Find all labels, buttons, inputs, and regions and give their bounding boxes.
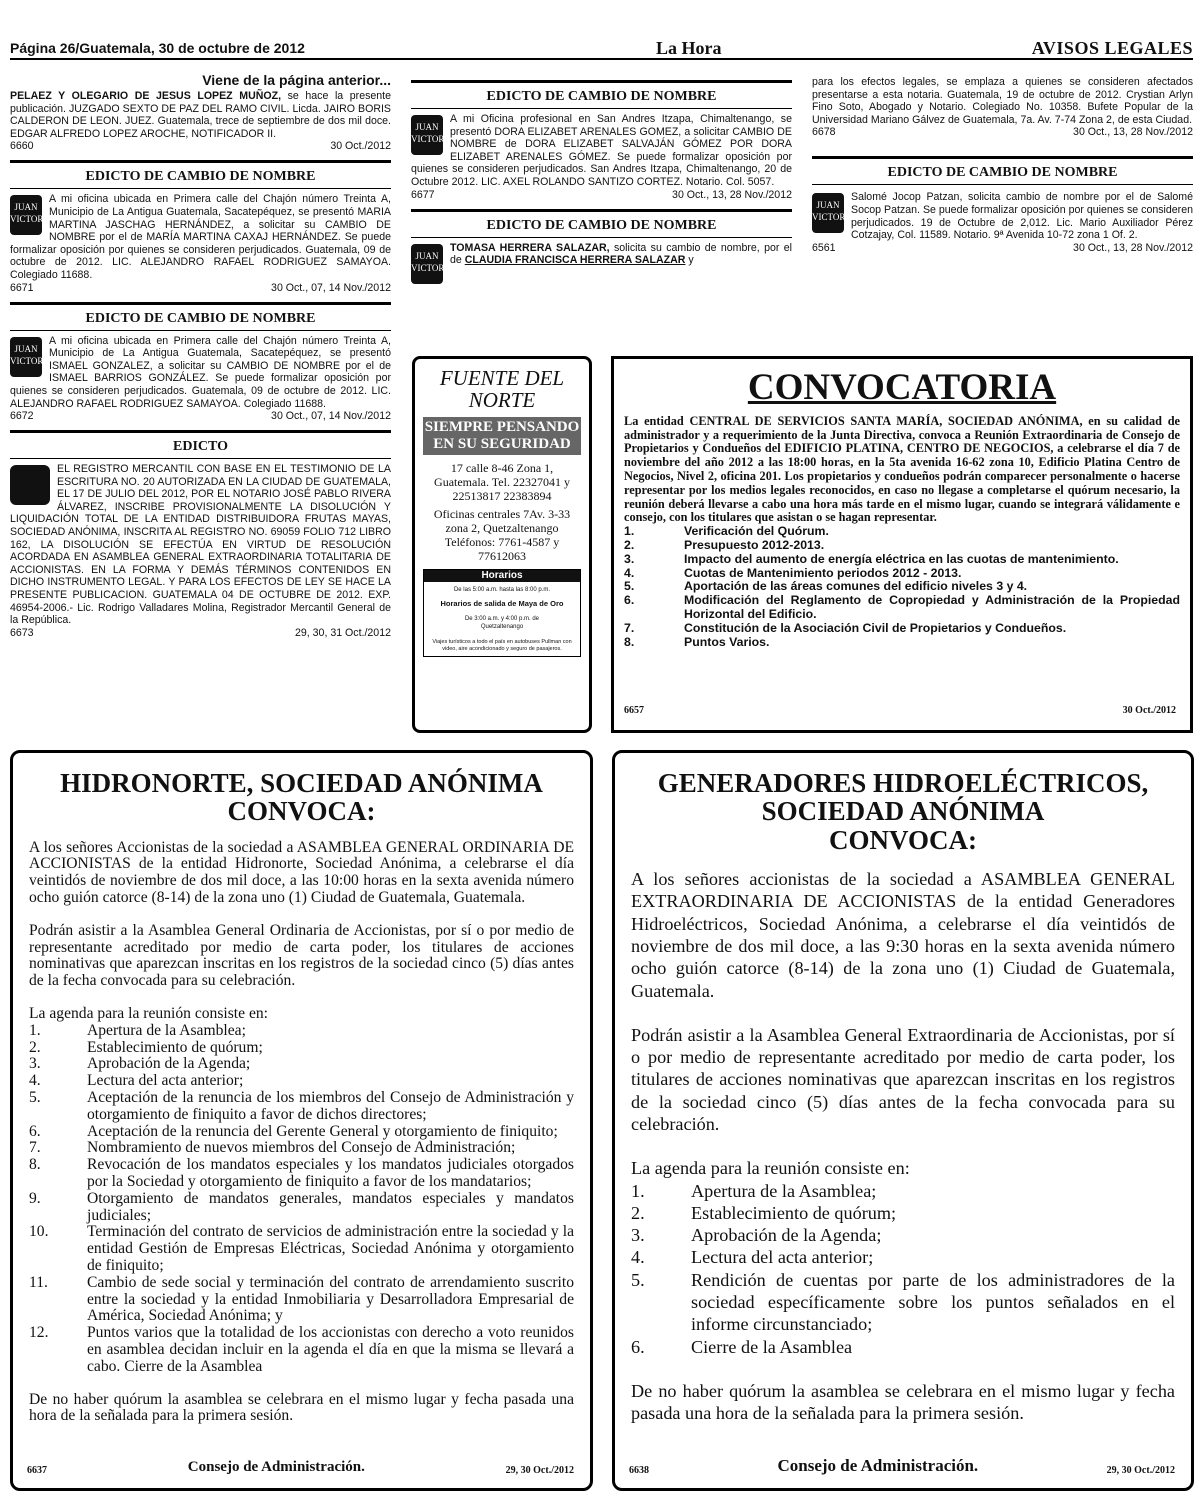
column-1 [10,72,391,639]
ad-schedule: Horarios De las 5:00 a.m. hasta las 8:00 p.m. Horarios de salida de Maya de Oro De 3:00 a.m. y 4:00 p.m. de Quetzaltenango Viajes turísticos a todo el país en autobuses Pullman con video, aire acondicionado y seguro de pasajeros. [423,569,581,657]
agenda-item [624,580,1180,594]
agenda-item-text: Puntos Varios. [684,634,770,649]
agenda-item [29,1056,574,1073]
agenda-item-number: 6. [631,1336,645,1357]
continuation-title: Viene de la página anterior... [202,72,391,88]
agenda-item-text: Apertura de la Asamblea; [87,1021,246,1039]
agenda-item-text: Aportación de las áreas comunes del edificio niveles 3 y 4. [684,579,1028,594]
agenda-item [631,1224,1175,1246]
generadores-notice [612,750,1194,1491]
generadores-p4: De no haber quórum la asamblea se celebrara en el mismo lugar y fecha pasada una hora de la señalada para la primera sesión. [631,1380,1175,1424]
generadores-p2: Podrán asistir a la Asamblea General Extraordinaria de Accionistas, por sí o por medio de representante acreditado por medio de carta poder, los titulares de acciones nominativas que aparezcan inscritas en los registros de la sociedad cinco (5) días antes de la fecha convocada para su celebración. [631,1024,1175,1134]
bus-company-ad [412,356,592,733]
agenda-item-number: 1. [631,1180,645,1201]
hidronorte-p3: La agenda para la reunión consiste en: [29,1005,269,1023]
agenda-item-number: 8. [624,634,635,649]
edict-title: EDICTO DE CAMBIO DE NOMBRE [411,80,792,109]
agenda-item-text: Otorgamiento de mandatos generales, mandatos especiales y mandatos judiciales; [87,1189,574,1224]
agenda-item-number: 4. [624,565,635,580]
continuation-text: PELAEZ Y OLEGARIO DE JESUS LOPEZ MUÑOZ, se hace la presente publicación. JUZGADO SEXTO DE PAZ DEL RAMO CIVIL. Licda. JAIRO BORIS CALDERON DE LEON. JUEZ. Guatemala, trece de septiembre de dos mil doce. EDGAR ALFREDO LOPEZ AROCHE, NOTIFICADOR II. [10,90,392,140]
edict-title: EDICTO DE CAMBIO DE NOMBRE [10,302,391,331]
notary-logo-icon: JUAN VICTOR [411,244,443,284]
ad-address: 17 calle 8-46 Zona 1, Guatemala. Tel. 22327041 y 22513817 22383894 [434,461,570,503]
agenda-item [29,1325,574,1375]
agenda-item [624,594,1180,622]
agenda-item-number: 3. [624,551,635,566]
notice-meta: 6561 30 Oct., 13, 28 Nov./2012 [812,241,1193,254]
agenda-item-text: Nombramiento de nuevos miembros del Consejo de Administración; [87,1139,516,1157]
agenda-item [624,567,1180,581]
agenda-item-number: 8. [29,1156,41,1174]
ad-offices: Oficinas centrales 7Av. 3-33 zona 2, Quetzaltenango Teléfonos: 7761-4587 y 77612063 [433,507,571,563]
edict-text: EL REGISTRO MERCANTIL CON BASE EN EL TESTIMONIO DE LA ESCRITURA NO. 20 AUTORIZADA EN LA CIUDAD DE GUATEMALA, EL 17 DE JULIO DEL 2012, POR EL NOTARIO JOSÉ PABLO RIVERA ÁLVAREZ, INSCRIBE PROVISIONALMENTE LA DISOLUCIÓN Y LIQUIDACIÓN TOTAL DE LA ENTIDAD DISTRIBUIDORA FRUTAS MAYAS, SOCIEDAD ANÓNIMA, INSCRITA AL REGISTRO NO. 69059 FOLIO 712 LIBRO 162, LA DISOLUCIÓN SE EFECTÚA EN VIRTUD DE RESOLUCIÓN ACORDADA EN ASAMBLEA GENERAL EXTRAORDINARIA TOTALITARIA DE ACCIONISTAS. EN LA FORMA Y DEMÁS TÉRMINOS CONTENIDOS EN DICHO INSTRUMENTO LEGAL. Y PARA LOS EFECTOS DE LEY SE HACE LA PRESENTE PUBLICACION. GUATEMALA 04 DE OCTUBRE DE 2012. EXP. 46954-2006.- Lic. Rodrigo Valladares Molina, Registrador Mercantil General de la República. [10,463,391,627]
hidronorte-p4: De no haber quórum la asamblea se celebrara en el mismo lugar y fecha pasada una hora de la señalada para la primera sesión. [29,1390,574,1425]
agenda-item-number: 4. [631,1247,645,1268]
hidronorte-p1: A los señores Accionistas de la sociedad a ASAMBLEA GENERAL ORDINARIA DE ACCIONISTAS de la entidad Hidronorte, Sociedad Anónima, a celebrarse el día veintidós de noviembre de dos mil doce, a las 10:00 horas en la sexta avenida número ocho guión catorce (8-14) de la zona uno (1) Ciudad de Guatemala, Guatemala. [29,838,574,907]
agenda-item [29,1191,574,1225]
notice-meta: 6678 30 Oct., 13, 28 Nov./2012 [812,126,1193,139]
edict-title: EDICTO DE CAMBIO DE NOMBRE [411,209,792,238]
agenda-item [631,1180,1175,1202]
agenda-item-text: Aceptación de la renuncia del Gerente General y otorgamiento de finiquito; [87,1122,558,1140]
agenda-item-text: Puntos varios que la totalidad de los accionistas con derecho a voto reunidos en asamblea decidan incluir en la agenda el día en que la misma se llevará a cabo. Cierre de la Asamblea [87,1324,574,1375]
agenda-item [631,1202,1175,1224]
agenda-item-number: 11. [29,1273,48,1291]
hidronorte-p2: Podrán asistir a la Asamblea General Ordinaria de Accionistas, por sí o por medio de representante acreditado por medio de carta poder, los titulares de acciones nominativas que aparezcan inscritas en los registros de la sociedad cinco (5) días antes de la fecha convocada para su celebración. [29,921,574,990]
agenda-item-text: Cambio de sede social y terminación del contrato de arrendamiento suscrito entre la sociedad y la entidad Inmobiliaria y Desarrolladora Empresarial de América, Sociedad Anónima; y [87,1273,574,1325]
notice-meta: 6672 30 Oct., 07, 14 Nov./2012 [10,410,391,423]
agenda-item-number: 2. [631,1202,645,1223]
agenda-item-number: 1. [624,524,635,539]
agenda-item-text: Rendición de cuentas por parte de los administradores de la sociedad específicamente sobre los puntos señalados en el informe circunstanciado; [691,1269,1175,1335]
agenda-item-text: Presupuesto 2012-2013. [684,538,825,553]
agenda-item-text: Lectura del acta anterior; [691,1247,874,1268]
agenda-item-number: 3. [631,1225,645,1246]
agenda-item-number: 6. [29,1122,41,1140]
agenda-item-number: 5. [631,1269,645,1290]
agenda-item-number: 10. [29,1223,49,1241]
agenda-item-text: Modificación del Reglamento de Copropiedad y Administración de la Propiedad Horizontal del Edificio. [684,593,1180,621]
edict-text: JUAN VICTOR A mi oficina ubicada en Primera calle del Chajón número Treinta A, Municipio de La Antigua Guatemala, Sacatepéquez, se presentó MARIA MARTINA JASCHAG HERNÁNDEZ, a solicitar su CAMBIO DE NOMBRE por el de MARÍA MARTINA CAXAJ HERNÁNDEZ. Se puede formalizar oposición por quienes se consideren perjudicados. Guatemala, 09 de octubre de 2012. LIC. ALEJANDRO RAFAEL RODRIGUEZ SAMAYOA. Colegiado 11688. [10,193,391,281]
agenda-item-number: 5. [624,579,635,594]
notary-logo-icon: JUAN VICTOR [411,115,443,155]
generadores-footer: 6638 Consejo de Administración. 29, 30 Oct./2012 [629,1456,1175,1476]
hidronorte-notice [10,750,593,1491]
agenda-item-text: Verificación del Quórum. [684,524,829,539]
agenda-item-number: 12. [29,1324,49,1342]
column-2 [411,80,792,286]
agenda-item-number: 4. [29,1072,41,1090]
agenda-item-text: Revocación de los mandatos especiales y los mandatos judiciales otorgados por la Sociedad y otorgamiento de finiquito a favor de los mandatarios; [87,1156,574,1191]
generadores-p3: La agenda para la reunión consiste en: [631,1158,910,1179]
generadores-title: GENERADORES HIDROELÉCTRICOS, SOCIEDAD ANÓNIMA CONVOCA: [657,768,1149,855]
section-title: AVISOS LEGALES [1031,38,1193,58]
convocatoria-text: La entidad CENTRAL DE SERVICIOS SANTA MARÍA, SOCIEDAD ANÓNIMA, en su calidad de administrador y a requerimiento de la Junta Directiva, convoca a Reunión Extraordinaria de Consejo de Propietarios y Condueños del EDIFICIO PLATINA, CENTRO DE NEGOCIOS, a celebrarse el día 7 de noviembre del año 2012 a las 18:00 horas, en la 5ta avenida 16-62 zona 10, Edificio Platina Centro de Negocios, Nivel 2, oficina 201. Los propietarios y condueños podrán comparecer personalmente o hacerse representar por los medios legales reconocidos, en caso no llegase a completarse el quórum necesario, la reunión deberá llevarse a cabo una hora más tarde en el mismo lugar, cuando se integrará válidamente e consejo, con los titulares que asistan o se hagan representar. [624,413,1180,525]
continuation-text: para los efectos legales, se emplaza a quienes se consideren afectados presentarse a esta notaria. Guatemala, 19 de octubre de 2012. Crystian Arlyn Fino Soto, Abogado y Notario. Colegiado No. 10358. Bufete Popular de la Universidad Mariano Gálvez de Guatemala, 7a. Av. 7-74 Zona 2, de esta Ciudad. [812,76,1193,126]
edict-title: EDICTO [10,430,391,459]
agenda-item-text: Cuotas de Mantenimiento periodos 2012 - 2013. [684,565,962,580]
notice-meta: 6671 30 Oct., 07, 14 Nov./2012 [10,281,391,294]
convocatoria-title: CONVOCATORIA [747,367,1057,408]
agenda-item [624,525,1180,539]
notice-meta: 6660 30 Oct./2012 [10,140,391,153]
agenda-item-number: 6. [624,593,635,608]
notice-meta: 6657 30 Oct./2012 [624,705,1176,716]
generadores-p1: A los señores accionistas de la sociedad a ASAMBLEA GENERAL EXTRAORDINARIA DE ACCIONISTAS de la entidad Generadores Hidroeléctricos, Sociedad Anónima, a celebrarse el día veintidós de noviembre de dos mil doce, a las 9:30 horas en la sexta avenida número ocho guión catorce (8-14) de la zona uno (1) Ciudad de Guatemala, Guatemala. [631,869,1175,1001]
convocatoria-notice [611,356,1193,733]
agenda-item-text: Aprobación de la Agenda; [87,1055,251,1073]
column-3 [812,76,1193,254]
agenda-item-text: Aceptación de la renuncia de los miembros del Consejo de Administración y otorgamiento de finiquito a favor de dichos directores; [87,1089,574,1123]
agenda-item [631,1269,1175,1336]
edict-title: EDICTO DE CAMBIO DE NOMBRE [812,156,1193,185]
notice-meta: 6677 30 Oct., 13, 28 Nov./2012 [411,188,792,201]
ad-title: FUENTE DEL NORTE [439,366,565,412]
agenda-item-number: 3. [29,1055,41,1073]
agenda-item-number: 5. [29,1089,41,1107]
registry-seal-icon [10,465,50,505]
edict-text: JUAN VICTOR Salomé Jocop Patzan, solicita cambio de nombre por el de Salomé Socop Patzan. Se puede formalizar oposición por quienes se consideren perjudicados. 19 de Octubre de 2,012. Lic. Mario Auxiliador Pérez Cotzajay, Col. 11589. Notario. 9ª Avenida 10-72 zona 1 Of. 2. [812,191,1193,242]
agenda-item [624,636,1180,650]
edict-text: JUAN VICTOR A mi Oficina profesional en San Andres Itzapa, Chimaltenango, se presentó DORA ELIZABET ARENALES GOMEZ, a solicitar CAMBIO DE NOMBRE de DORA ELIZABET SALVAJÁN GÓMEZ POR DORA ELIZABET ARENALES GÓMEZ. Se puede formalizar oposición por quienes se consideren perjudicados. San Andres Itzapa, Chimaltenango, 20 de Octubre 2012. LIC. AXEL ROLANDO SANTIZO CORTEZ. Notario. Col. 5057. [411,113,792,188]
agenda-item-text: Impacto del aumento de energía eléctrica en las cuotas de mantenimiento. [684,551,1119,566]
agenda-item [29,1073,574,1090]
agenda-item-number: 7. [624,620,635,635]
agenda-item [29,1140,574,1157]
agenda-item [29,1157,574,1191]
notary-logo-icon: JUAN VICTOR [812,193,844,233]
notary-logo-icon: JUAN VICTOR [10,195,42,235]
agenda-item [624,539,1180,553]
edict-text: JUAN VICTOR A mi oficina ubicada en Primera calle del Chajón número Treinta A, Municipio de La Antigua Guatemala, Sacatepéquez, se presentó ISMAEL GONZALEZ, a solicitar su CAMBIO DE NOMBRE por el de ISMAEL BARRIOS GONZÁLEZ. Se puede formalizar oposición por quienes se consideren perjudicados. Guatemala, 09 de octubre de 2012. LIC. ALEJANDRO RAFAEL RODRIGUEZ SAMAYOA. Colegiado 11688. [10,334,391,410]
generadores-agenda [631,1180,1175,1358]
edict-text: JUAN VICTOR TOMASA HERRERA SALAZAR, solicita su cambio de nombre, por el de CLAUDIA FRANCISCA HERRERA SALAZAR y [411,242,792,267]
notice-meta: 6673 29, 30, 31 Oct./2012 [10,626,391,639]
hidronorte-agenda [29,1023,574,1376]
agenda-item [29,1224,574,1274]
hidronorte-footer: 6637 Consejo de Administración. 29, 30 Oct./2012 [27,1459,574,1476]
agenda-item [29,1040,574,1057]
agenda-item-number: 2. [29,1038,41,1056]
page-header [10,38,1193,60]
agenda-item-text: Lectura del acta anterior; [87,1072,244,1090]
agenda-item-number: 9. [29,1189,41,1207]
agenda-item-text: Establecimiento de quórum; [691,1202,897,1223]
page-info: Página 26/Guatemala, 30 de octubre de 2012 [10,40,305,56]
agenda-item [624,553,1180,567]
edict-title: EDICTO DE CAMBIO DE NOMBRE [10,160,391,189]
agenda-item [29,1275,574,1325]
agenda-item-text: Aprobación de la Agenda; [691,1225,882,1246]
notary-logo-icon: JUAN VICTOR [10,337,42,377]
agenda-item [631,1246,1175,1268]
agenda-item [29,1124,574,1141]
agenda-item-number: 7. [29,1139,41,1157]
agenda-item-text: Establecimiento de quórum; [87,1038,263,1056]
ad-banner: SIEMPRE PENSANDO EN SU SEGURIDAD [423,417,581,455]
agenda-item-text: Apertura de la Asamblea; [691,1180,877,1201]
agenda-item-text: Cierre de la Asamblea [691,1336,853,1357]
hidronorte-title: HIDRONORTE, SOCIEDAD ANÓNIMA CONVOCA: [60,768,543,827]
agenda-item-number: 1. [29,1021,41,1039]
agenda-item-number: 2. [624,538,635,553]
agenda-item-text: Constitución de la Asociación Civil de Propietarios y Condueños. [684,620,1067,635]
agenda-item [631,1336,1175,1358]
agenda-item [624,622,1180,636]
agenda-item [29,1023,574,1040]
newspaper-name: La Hora [656,38,722,58]
agenda-item [29,1090,574,1124]
agenda-item-text: Terminación del contrato de servicios de administración entre la sociedad y la entidad Gestión de Empresas Eléctricas, Sociedad Anónima y otorgamiento de finiquito; [87,1223,574,1275]
convocatoria-agenda [624,525,1180,649]
